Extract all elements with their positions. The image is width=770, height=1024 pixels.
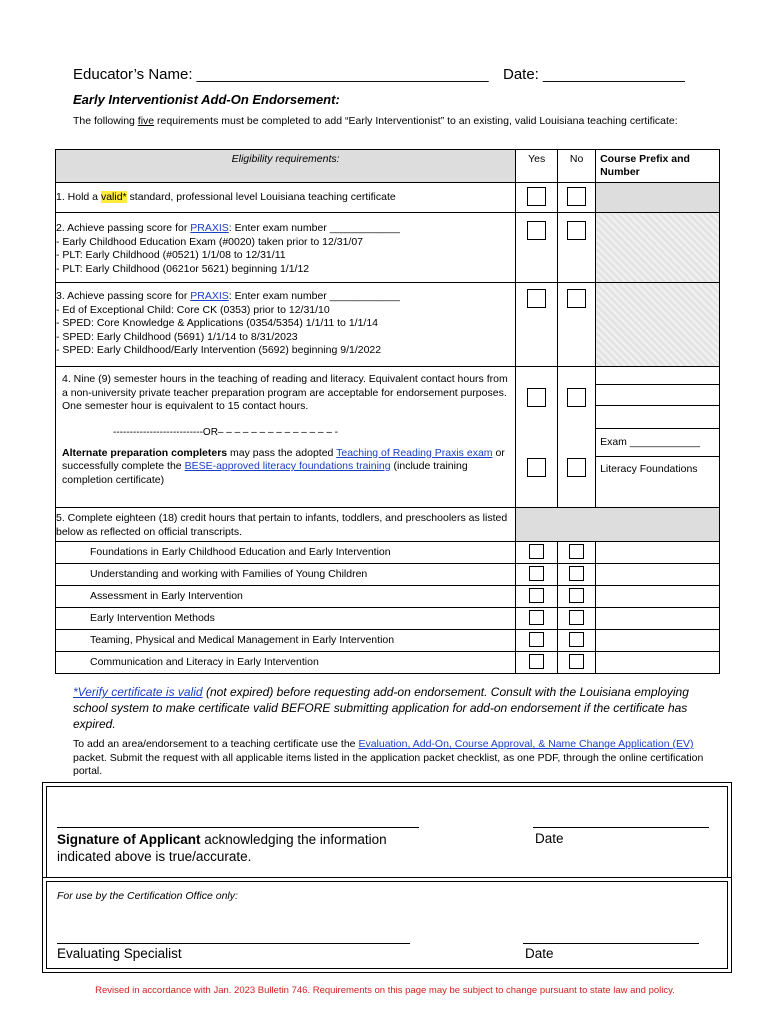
course2-no-checkbox[interactable] (569, 566, 584, 581)
educator-name-field[interactable]: Educator’s Name: ___________________________________ (73, 66, 489, 83)
req3-yes-checkbox[interactable] (527, 289, 546, 308)
req4-alt-yes-checkbox[interactable] (527, 458, 546, 477)
course-5: Teaming, Physical and Medical Management in Early Intervention (56, 630, 516, 652)
or-divider: ---------------------------OR– – – – – – – – – – – – – – - (113, 426, 338, 438)
reading-praxis-link[interactable]: Teaching of Reading Praxis exam (336, 446, 493, 459)
course2-yes-checkbox[interactable] (529, 566, 544, 581)
course5-yes-checkbox[interactable] (529, 632, 544, 647)
intro-text: The following five requirements must be completed to add “Early Interventionist” to an existing, valid Louisiana teaching certificate: (73, 115, 678, 127)
specialist-label: Evaluating Specialist (57, 946, 182, 961)
course4-no-checkbox[interactable] (569, 610, 584, 625)
page-title: Early Interventionist Add-On Endorsement: (73, 92, 340, 107)
certification-office-box (46, 881, 728, 969)
req5-text: 5. Complete eighteen (18) credit hours that pertain to infants, toddlers, and preschoolers as listed below as reflected on official transcripts. (56, 508, 516, 542)
course5-prefix[interactable] (596, 630, 720, 652)
course6-no-checkbox[interactable] (569, 654, 584, 669)
verify-certificate-link[interactable]: *Verify certificate is valid (73, 685, 203, 699)
course3-no-checkbox[interactable] (569, 588, 584, 603)
req1-yes-checkbox[interactable] (527, 187, 546, 206)
req1-prefix-cell (596, 183, 720, 213)
col-prefix: Course Prefix and Number (596, 150, 720, 183)
req5-header-cell (516, 508, 720, 542)
ev-application-link[interactable]: Evaluation, Add-On, Course Approval, & Name Change Application (EV) (358, 738, 694, 750)
course6-prefix[interactable] (596, 652, 720, 674)
course-4: Early Intervention Methods (56, 608, 516, 630)
course5-no-checkbox[interactable] (569, 632, 584, 647)
course4-prefix[interactable] (596, 608, 720, 630)
req1-no-checkbox[interactable] (567, 187, 586, 206)
course3-yes-checkbox[interactable] (529, 588, 544, 603)
req2-prefix-cell (596, 213, 720, 283)
course-2: Understanding and working with Families of Young Children (56, 564, 516, 586)
literacy-foundations-field[interactable]: Literacy Foundations (600, 463, 698, 475)
signature-date-line[interactable] (533, 827, 709, 828)
signature-line[interactable] (57, 827, 419, 828)
col-requirements: Eligibility requirements: (56, 150, 516, 183)
req3-no-checkbox[interactable] (567, 289, 586, 308)
literacy-training-link[interactable]: BESE-approved literacy foundations training (184, 460, 391, 472)
course4-yes-checkbox[interactable] (529, 610, 544, 625)
signature-box (46, 786, 728, 878)
req1-text: 1. Hold a valid* standard, professional level Louisiana teaching certificate (56, 183, 516, 213)
course1-prefix[interactable] (596, 542, 720, 564)
revision-footer: Revised in accordance with Jan. 2023 Bulletin 746. Requirements on this page may be subject to change pursuant to state law and policy. (95, 985, 675, 996)
course-3: Assessment in Early Intervention (56, 586, 516, 608)
office-use-label: For use by the Certification Office only: (57, 890, 238, 902)
signature-label: Signature of Applicant acknowledging the information indicated above is true/accurate. (57, 832, 387, 864)
col-yes: Yes (516, 150, 558, 183)
validity-note: *Verify certificate is valid (not expired) before requesting add-on endorsement. Consult with the Louisiana employing school system to make certificate valid BEFORE submitting application for add-on endorsement if the certificate has expired. (73, 685, 689, 731)
office-date-line[interactable] (523, 943, 699, 944)
req4-no-checkbox[interactable] (567, 388, 586, 407)
req4-prefix-cell (596, 367, 720, 508)
course2-prefix[interactable] (596, 564, 720, 586)
req3-text: 3. Achieve passing score for PRAXIS: Enter exam number ____________ - Ed of Exceptional Child: Core CK (0353) prior to 12/31/10 - SPED: Core Knowledge & Applications (0354/5354) 1/1/11 to 1/1/14 - SPED: Early Childhood (5691) 1/1/14 to 8/31/2023 - SPED: Early Childhood/Early Intervention (5692) beginning 9/1/2022 (56, 283, 516, 367)
date-field[interactable]: Date: _________________ (503, 66, 685, 83)
office-date-label: Date (525, 946, 554, 961)
praxis-link-2[interactable]: PRAXIS (190, 290, 229, 302)
requirements-table (55, 149, 720, 674)
req2-text: 2. Achieve passing score for PRAXIS: Enter exam number ____________ - Early Childhood Education Exam (#0020) taken prior to 12/31/07 - PLT: Early Childhood (#0521) 1/1/08 to 12/31/11 - PLT: Early Childhood (0621or 5621) beginning 1/1/12 (56, 213, 516, 283)
exam-field[interactable]: Exam ____________ (596, 429, 719, 457)
course-6: Communication and Literacy in Early Intervention (56, 652, 516, 674)
add-on-instructions: To add an area/endorsement to a teaching certificate use the Evaluation, Add-On, Course Approval, & Name Change Application (EV) packet. Submit the request with all applicable items listed in the application packet checklist, as one PDF, through the online certification portal. (73, 738, 704, 777)
req4-alt-no-checkbox[interactable] (567, 458, 586, 477)
signature-date-label: Date (535, 831, 564, 846)
req2-yes-checkbox[interactable] (527, 221, 546, 240)
course1-no-checkbox[interactable] (569, 544, 584, 559)
req4-text: 4. Nine (9) semester hours in the teaching of reading and literacy. Equivalent contact hours from a non-university private teacher preparation program are acceptable for endorsement purposes. One semester hour is equivalent to 15 contact hours. ---------------------------OR– – – – – – – – – – – – – – - Alternate preparation completers may pass the adopted Teaching of Reading Praxis exam or successfully complete the BESE-approved literacy foundations training (include training completion certificate) (56, 367, 516, 508)
req3-prefix-cell (596, 283, 720, 367)
course1-yes-checkbox[interactable] (529, 544, 544, 559)
course3-prefix[interactable] (596, 586, 720, 608)
specialist-line[interactable] (57, 943, 410, 944)
req4-yes-checkbox[interactable] (527, 388, 546, 407)
course6-yes-checkbox[interactable] (529, 654, 544, 669)
praxis-link-1[interactable]: PRAXIS (190, 222, 229, 234)
course-1: Foundations in Early Childhood Education and Early Intervention (56, 542, 516, 564)
req2-no-checkbox[interactable] (567, 221, 586, 240)
col-no: No (558, 150, 596, 183)
